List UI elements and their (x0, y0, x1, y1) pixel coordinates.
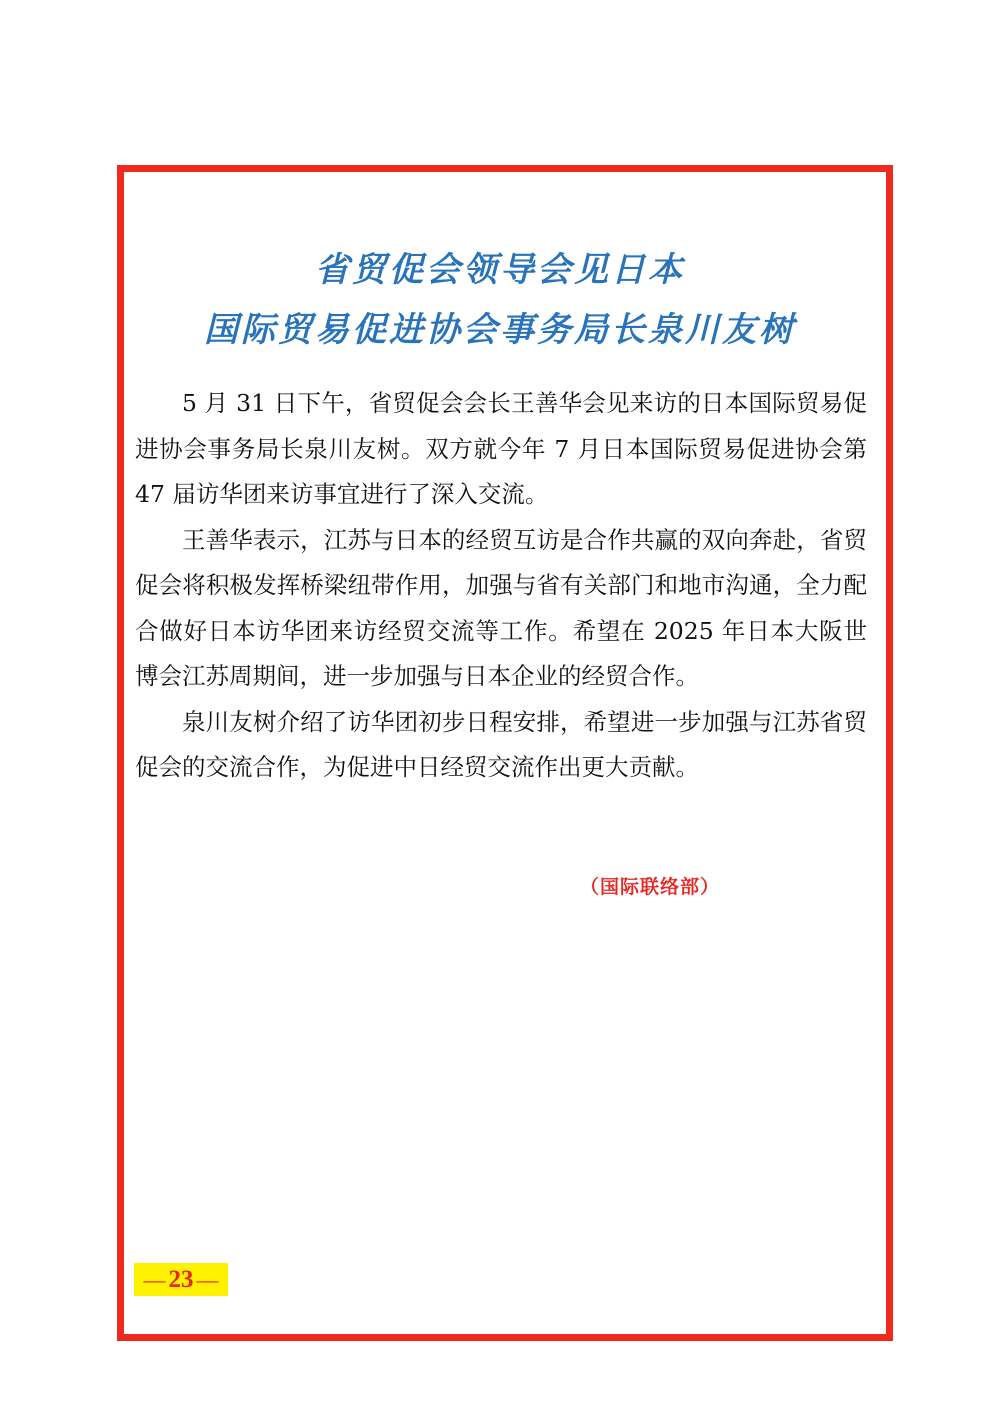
article-body (135, 381, 867, 791)
article-title-line-1: 省贸促会领导会见日本 (315, 250, 685, 290)
paragraph-3: 泉川友树介绍了访华团初步日程安排，希望进一步加强与江苏省贸促会的交流合作，为促进中日经贸交流作出更大贡献。 (135, 707, 867, 781)
page-number-dash-left: — (143, 1266, 166, 1292)
paragraph-2: 王善华表示，江苏与日本的经贸互访是合作共赢的双向奔赴，省贸促会将积极发挥桥梁纽带作用，加强与省有关部门和地市沟通，全力配合做好日本访华团来访经贸交流等工作。希望在 2025 年日本大阪世博会江苏周期间，进一步加强与日本企业的经贸合作。 (135, 525, 867, 690)
article-source: （国际联络部） (580, 876, 721, 898)
article-title-line-2: 国际贸易促进协会事务局长泉川友树 (204, 310, 796, 350)
paragraph-1: 5 月 31 日下午，省贸促会会长王善华会见来访的日本国际贸易促进协会事务局长泉川友树。双方就今年 7 月日本国际贸易促进协会第 47 届访华团来访事宜进行了深入交流。 (135, 389, 867, 508)
page-number: 23 (168, 1265, 194, 1293)
page-number-badge (134, 1263, 228, 1296)
page-number-dash-right: — (196, 1266, 219, 1292)
